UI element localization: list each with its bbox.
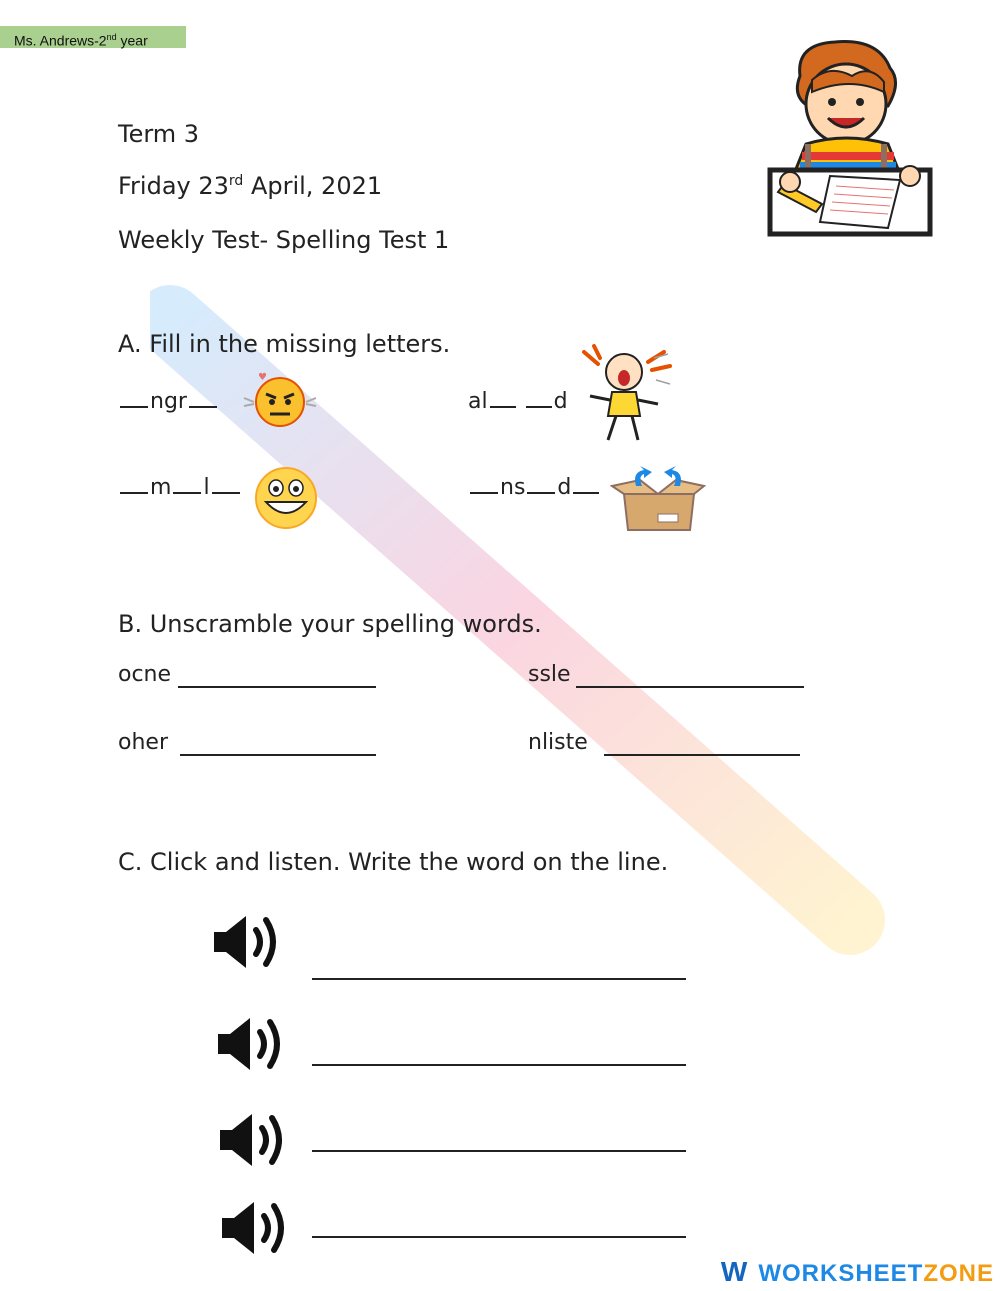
section-b-instruction: B. Unscramble your spelling words.: [118, 610, 542, 638]
answer-line[interactable]: [312, 1064, 686, 1066]
blank[interactable]: [120, 472, 148, 494]
section-c-instruction: C. Click and listen. Write the word on the line.: [118, 848, 669, 876]
speaker-icon[interactable]: [212, 912, 284, 972]
screaming-girl-icon: [578, 344, 674, 444]
answer-line[interactable]: [312, 1236, 686, 1238]
speaker-icon[interactable]: [216, 1014, 288, 1074]
blank[interactable]: [120, 386, 148, 408]
answer-line[interactable]: [312, 978, 686, 980]
answer-line[interactable]: [604, 754, 800, 756]
fill-item-2[interactable]: al d: [468, 386, 568, 414]
answer-line[interactable]: [312, 1150, 686, 1152]
fill-item-3[interactable]: m l: [118, 472, 242, 500]
blank[interactable]: [526, 386, 552, 408]
unscramble-item-2: ssle: [528, 662, 571, 687]
term-label: Term 3: [118, 120, 200, 148]
teacher-tag: Ms. Andrews-2nd year: [0, 26, 186, 48]
date-label: Friday 23rd April, 2021: [118, 172, 383, 200]
w-logo-icon: W: [720, 1256, 749, 1287]
worksheetzone-logo: W WORKSHEETZONE: [720, 1256, 994, 1287]
blank[interactable]: [527, 472, 555, 494]
speaker-icon[interactable]: [220, 1198, 292, 1258]
smiling-face-icon: [252, 464, 320, 532]
open-box-icon: [610, 466, 706, 534]
speaker-icon[interactable]: [218, 1110, 290, 1170]
angry-face-icon: [240, 368, 324, 432]
unscramble-item-1: ocne: [118, 662, 172, 687]
blank[interactable]: [173, 472, 201, 494]
unscramble-item-3: oher: [118, 730, 168, 755]
fill-item-4[interactable]: ns d: [468, 472, 601, 500]
section-a-instruction: A. Fill in the missing letters.: [118, 330, 451, 358]
answer-line[interactable]: [178, 686, 376, 688]
blank[interactable]: [470, 472, 498, 494]
blank[interactable]: [573, 472, 599, 494]
unscramble-item-4: nliste: [528, 730, 588, 755]
answer-line[interactable]: [180, 754, 376, 756]
svg-text:♥: ♥: [258, 372, 267, 383]
boy-writing-icon: [760, 36, 940, 240]
blank[interactable]: [212, 472, 240, 494]
fill-item-1[interactable]: ngr: [118, 386, 219, 414]
blank[interactable]: [189, 386, 217, 408]
test-title: Weekly Test- Spelling Test 1: [118, 226, 450, 254]
blank[interactable]: [490, 386, 516, 408]
answer-line[interactable]: [576, 686, 804, 688]
